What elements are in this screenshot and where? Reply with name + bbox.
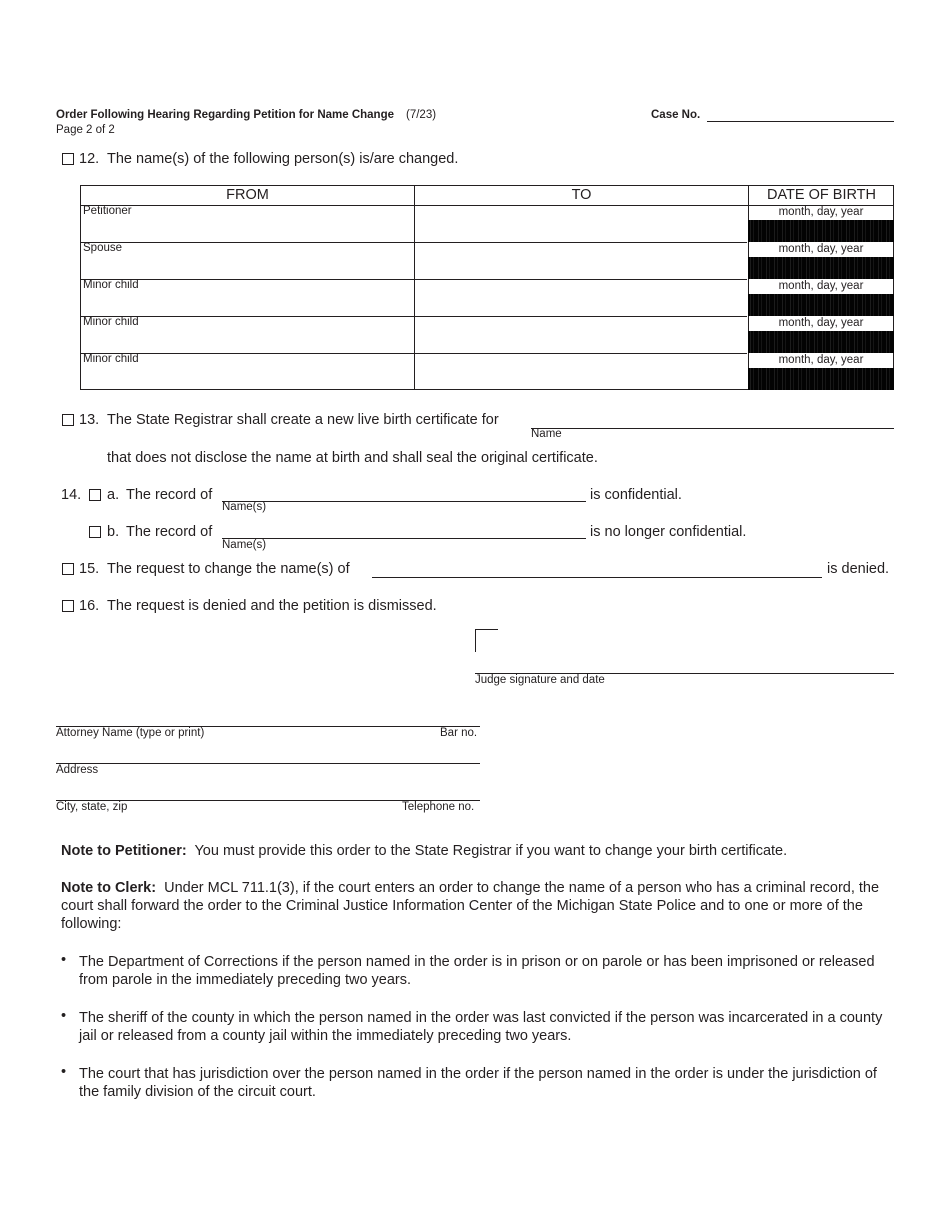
item14a-after: is confidential.	[590, 487, 682, 503]
name-change-table	[80, 185, 894, 390]
to-field-spouse[interactable]	[417, 245, 746, 277]
dob-hint: month, day, year	[778, 317, 864, 329]
note-petitioner-text: You must provide this order to the State Registrar if you want to change your birth certificate.	[194, 843, 788, 859]
item13-continuation: that does not disclose the name at birth and shall seal the original certificate.	[107, 450, 598, 466]
note-petitioner-title: Note to Petitioner:	[61, 843, 187, 859]
item15-checkbox[interactable]	[62, 563, 74, 575]
redacted-block	[748, 368, 894, 390]
redacted-block	[748, 331, 894, 353]
item12-number: 12.	[79, 151, 100, 167]
dob-cell-minor-child-2[interactable]	[748, 316, 894, 353]
item12-text: The name(s) of the following person(s) is/are changed.	[107, 151, 459, 167]
form-title-text: Order Following Hearing Regarding Petition for Name Change	[56, 109, 395, 121]
address-label: Address	[56, 764, 99, 776]
from-field-spouse[interactable]	[83, 255, 412, 277]
bullet-marker: •	[61, 1008, 67, 1024]
bar-number-label: Bar no.	[440, 727, 478, 739]
to-field-minor-child-1[interactable]	[417, 282, 746, 314]
form-title	[56, 109, 436, 121]
item15-after: is denied.	[827, 561, 890, 577]
item14a-label: a.	[107, 487, 120, 503]
redacted-block	[748, 257, 894, 279]
address-field[interactable]	[56, 763, 480, 764]
case-number-field[interactable]	[707, 121, 894, 122]
row-label-minor-child-2: Minor child	[83, 316, 139, 328]
dob-hint: month, day, year	[778, 354, 864, 366]
col-header-to: TO	[571, 187, 592, 203]
item16-number: 16.	[79, 598, 100, 614]
note-to-clerk	[61, 879, 901, 933]
item14a-checkbox[interactable]	[89, 489, 101, 501]
from-field-petitioner[interactable]	[83, 218, 412, 240]
item14b-text: The record of	[126, 524, 213, 540]
telephone-label: Telephone no.	[402, 801, 475, 813]
to-field-petitioner[interactable]	[417, 208, 746, 240]
note-to-petitioner	[61, 842, 901, 860]
item15-names-field[interactable]	[372, 577, 822, 578]
bullet-item-2: The sheriff of the county in which the person named in the order was last convicted if the person was incarcerated in a county jail or released from a county jail within the immediately preceding two years.	[79, 1010, 883, 1044]
signature-corner-mark	[475, 629, 498, 652]
note-clerk-text: Under MCL 711.1(3), if the court enters an order to change the name of a person who has a criminal record, the court shall forward the order to the Criminal Justice Information Center of the Michigan State Police and to one or more of the following:	[61, 880, 880, 932]
bullet-marker: •	[61, 952, 67, 968]
col-header-from: FROM	[226, 187, 269, 203]
note-clerk-title: Note to Clerk:	[61, 880, 157, 896]
dob-cell-spouse[interactable]	[748, 242, 894, 279]
from-field-minor-child-1[interactable]	[83, 292, 412, 314]
form-revision: (7/23)	[406, 109, 437, 121]
item14b-names-caption: Name(s)	[222, 539, 267, 551]
case-number-label: Case No.	[651, 109, 701, 121]
bullet-item-1: The Department of Corrections if the person named in the order is in prison or on parole or has been imprisoned or released from parole in the immediately preceding two years.	[79, 954, 875, 988]
item14b-names-field[interactable]	[222, 538, 586, 539]
item13-text: The State Registrar shall create a new live birth certificate for	[107, 412, 499, 428]
item15-number: 15.	[79, 561, 100, 577]
row-label-petitioner: Petitioner	[83, 205, 132, 217]
item14-number: 14.	[61, 487, 82, 503]
item13-name-caption: Name	[531, 428, 562, 440]
attorney-name-label: Attorney Name (type or print)	[56, 727, 205, 739]
dob-hint: month, day, year	[778, 243, 864, 255]
to-field-minor-child-2[interactable]	[417, 319, 746, 351]
judge-signature-label: Judge signature and date	[475, 674, 605, 686]
bullet-item-3: The court that has jurisdiction over the person named in the order if the person named in the order is under the jurisdiction of the family division of the circuit court.	[79, 1066, 877, 1100]
redacted-block	[748, 220, 894, 242]
item13-checkbox[interactable]	[62, 414, 74, 426]
item14b-after: is no longer confidential.	[590, 524, 747, 540]
dob-cell-petitioner[interactable]	[748, 205, 894, 242]
item14a-names-field[interactable]	[222, 501, 586, 502]
bullet-marker: •	[61, 1064, 67, 1080]
from-field-minor-child-2[interactable]	[83, 329, 412, 351]
item12-checkbox[interactable]	[62, 153, 74, 165]
item16-text: The request is denied and the petition is dismissed.	[107, 598, 437, 614]
row-label-spouse: Spouse	[83, 242, 123, 254]
col-header-dob: DATE OF BIRTH	[766, 187, 877, 203]
dob-hint: month, day, year	[778, 280, 864, 292]
item14b-label: b.	[107, 524, 120, 540]
row-label-minor-child-1: Minor child	[83, 279, 139, 291]
from-field-minor-child-3[interactable]	[83, 366, 412, 388]
page-number: Page 2 of 2	[56, 124, 115, 136]
item13-number: 13.	[79, 412, 100, 428]
city-state-zip-label: City, state, zip	[56, 801, 128, 813]
item16-checkbox[interactable]	[62, 600, 74, 612]
dob-hint: month, day, year	[778, 206, 864, 218]
item14b-checkbox[interactable]	[89, 526, 101, 538]
item14a-names-caption: Name(s)	[222, 501, 267, 513]
dob-cell-minor-child-3[interactable]	[748, 353, 894, 390]
item14a-text: The record of	[126, 487, 213, 503]
item15-text: The request to change the name(s) of	[107, 561, 350, 577]
to-field-minor-child-3[interactable]	[417, 356, 746, 388]
item13-name-field[interactable]	[531, 428, 894, 429]
redacted-block	[748, 294, 894, 316]
row-label-minor-child-3: Minor child	[83, 353, 139, 365]
dob-cell-minor-child-1[interactable]	[748, 279, 894, 316]
